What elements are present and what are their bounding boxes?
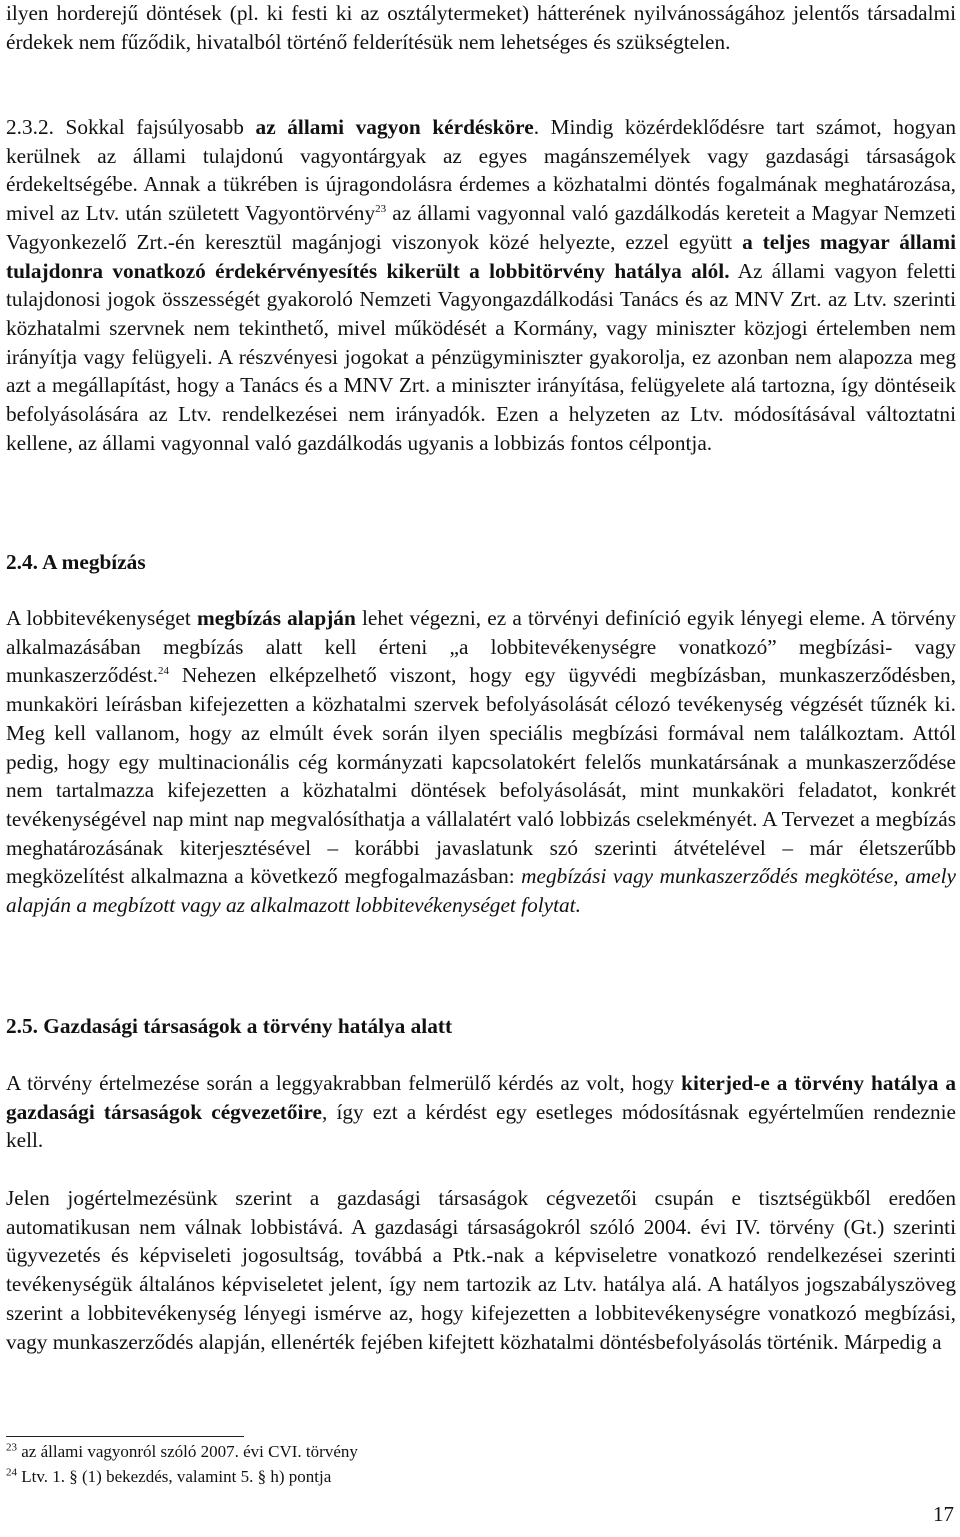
bold-key-question: kiterjed-e a törvény hatálya a gazdasági társaságok cégvezetőire — [6, 1071, 956, 1124]
bold-state-ownership-exemption: a teljes magyar állami tulajdonra vonatkozó érdekérvényesítés kikerült a lobbitörvény hatálya alól. — [6, 229, 956, 283]
italic-proposed-definition: megbízási vagy munkaszerződés megkötése, amely alapján a megbízott vagy az alkalmazott lobbitevékenységet folytat. — [6, 864, 956, 918]
page-number: 17 — [933, 1502, 954, 1526]
paragraph-2-5-a: A törvény értelmezése során a leggyakrabban felmerülő kérdés az volt, hogy kiterjed-e a törvény hatálya a gazdasági társaságok cégvezetőire, így ezt a kérdést egy esetleges módosításnak egyértelműen rendeznie kell. — [6, 1071, 956, 1153]
bold-state-property-topic: az állami vagyon kérdésköre — [255, 115, 534, 139]
footnote-text: Ltv. 1. § (1) bekezdés, valamint 5. § h) pontja — [21, 1467, 332, 1486]
footnote-23 — [6, 1441, 358, 1463]
paragraph-2-4: A lobbitevékenységet megbízás alapján lehet végezni, ez a törvényi definíció egyik lényegi eleme. A törvény alkalmazásában megbízás alatt kell érteni „a lobbitevékenységre vonatkozó” megbízási- vagy munkaszerződést.$^{24}$ Nehezen elképzelhető viszont, hogy egy ügyvédi megbízásban, munkaszerződésben, munkaköri leírásban kifejezetten a közhatalmi szervek befolyásolását célozó tevékenység végzését tűznék ki. Meg kell vallanom, hogy az elmúlt évek során ilyen speciális megbízási formával nem találkoztam. Attól pedig, hogy egy multinacionális cég kormányzati kapcsolatokért felelős munkatársának a munkaszerződése nem tartalmazza kifejezetten a közhatalmi döntések befolyásolását, mint munkaköri feladatot, konkrét tevékenységével nap mint nap megvalósíthatja a vállalatért való lobbizás cselekményét. A Tervezet a megbízás meghatározásának kiterjesztésével – korábbi javaslatunk szó szerinti átvételével – már életszerűbb megközelítést alkalmazna a következő megfogalmazásban: megbízási vagy munkaszerződés megkötése, amely alapján a megbízott vagy az alkalmazott lobbitevékenységet folytat. — [6, 606, 956, 918]
footnote-24 — [6, 1466, 331, 1488]
footnote-ref-23[interactable]: 23 — [375, 203, 387, 216]
footnote-number: 23 — [6, 1441, 17, 1454]
section-heading-2-5: 2.5. Gazdasági társaságok a törvény hatálya alatt — [6, 1014, 453, 1038]
bold-mandate-basis: megbízás alapján — [196, 606, 356, 630]
footnote-divider — [6, 1436, 244, 1437]
paragraph-2-3-2: 2.3.2. Sokkal fajsúlyosabb az állami vagyon kérdésköre. Mindig közérdeklődésre tart számot, hogyan kerülnek az állami tulajdonú vagyontárgyak az egyes magánszemélyek vagy gazdasági társaságok érdekeltségébe. Annak a tükrében is újragondolásra érdemes a közhatalmi döntés fogalmának meghatározása, mivel az Ltv. után született Vagyontörvény$^{23}$ az állami vagyonnal való gazdálkodás kereteit a Magyar Nemzeti Vagyonkezelő Zrt.-én keresztül magánjogi viszonyok közé helyezte, ezzel együtt a teljes magyar állami tulajdonra vonatkozó érdekérvényesítés kikerült a lobbitörvény hatálya alól. Az állami vagyon feletti tulajdonosi jogok összességét gyakoroló Nemzeti Vagyongazdálkodási Tanács és az MNV Zrt. az Ltv. szerinti közhatalmi szervnek nem tekinthető, mivel működését a Kormány, vagy miniszter közjogi értelemben nem irányítja vagy felügyeli. A részvényesi jogokat a pénzügyminiszter gyakorolja, ez azonban nem alapozza meg azt a megállapítást, hogy a Tanács és a MNV Zrt. a miniszter irányítása, felügyelete alá tartozna, így döntéseik befolyásolására az Ltv. rendelkezései nem irányadók. Ezen a helyzeten az Ltv. módosításával változtatni kellene, az állami vagyonnal való gazdálkodás ugyanis a lobbizás fontos célpontja. — [6, 115, 957, 455]
paragraph-intro-continuation: ilyen horderejű döntések (pl. ki festi ki az osztálytermeket) hátterének nyilvánosságához jelentős társadalmi érdekek nem fűződik, hivatalból történő felderítésük nem lehetséges és szükségtelen. — [6, 1, 956, 54]
footnote-ref-24[interactable]: 24 — [157, 665, 169, 678]
footnote-text: az állami vagyonról szóló 2007. évi CVI. törvény — [21, 1442, 358, 1461]
section-heading-2-4: 2.4. A megbízás — [6, 550, 146, 574]
footnote-number: 24 — [6, 1466, 17, 1479]
paragraph-2-5-b: Jelen jogértelmezésünk szerint a gazdasági társaságok cégvezetői csupán e tisztségükből eredően automatikusan nem válnak lobbistává. A gazdasági társaságokról szóló 2004. évi IV. törvény (Gt.) szerinti ügyvezetés és képviseleti jogosultság, továbbá a Ptk.-nak a képviseletre vonatkozó rendelkezései szerinti tevékenységük általános képviseletet jelent, így nem tartozik az Ltv. hatálya alá. A hatályos jogszabályszöveg szerint a lobbitevékenység lényegi ismérve az, hogy kifejezetten a lobbitevékenységre vonatkozó megbízási, vagy munkaszerződés alapján, ellenérték fejében kifejtett közhatalmi döntésbefolyásolás történik. Márpedig a — [6, 1186, 956, 1354]
